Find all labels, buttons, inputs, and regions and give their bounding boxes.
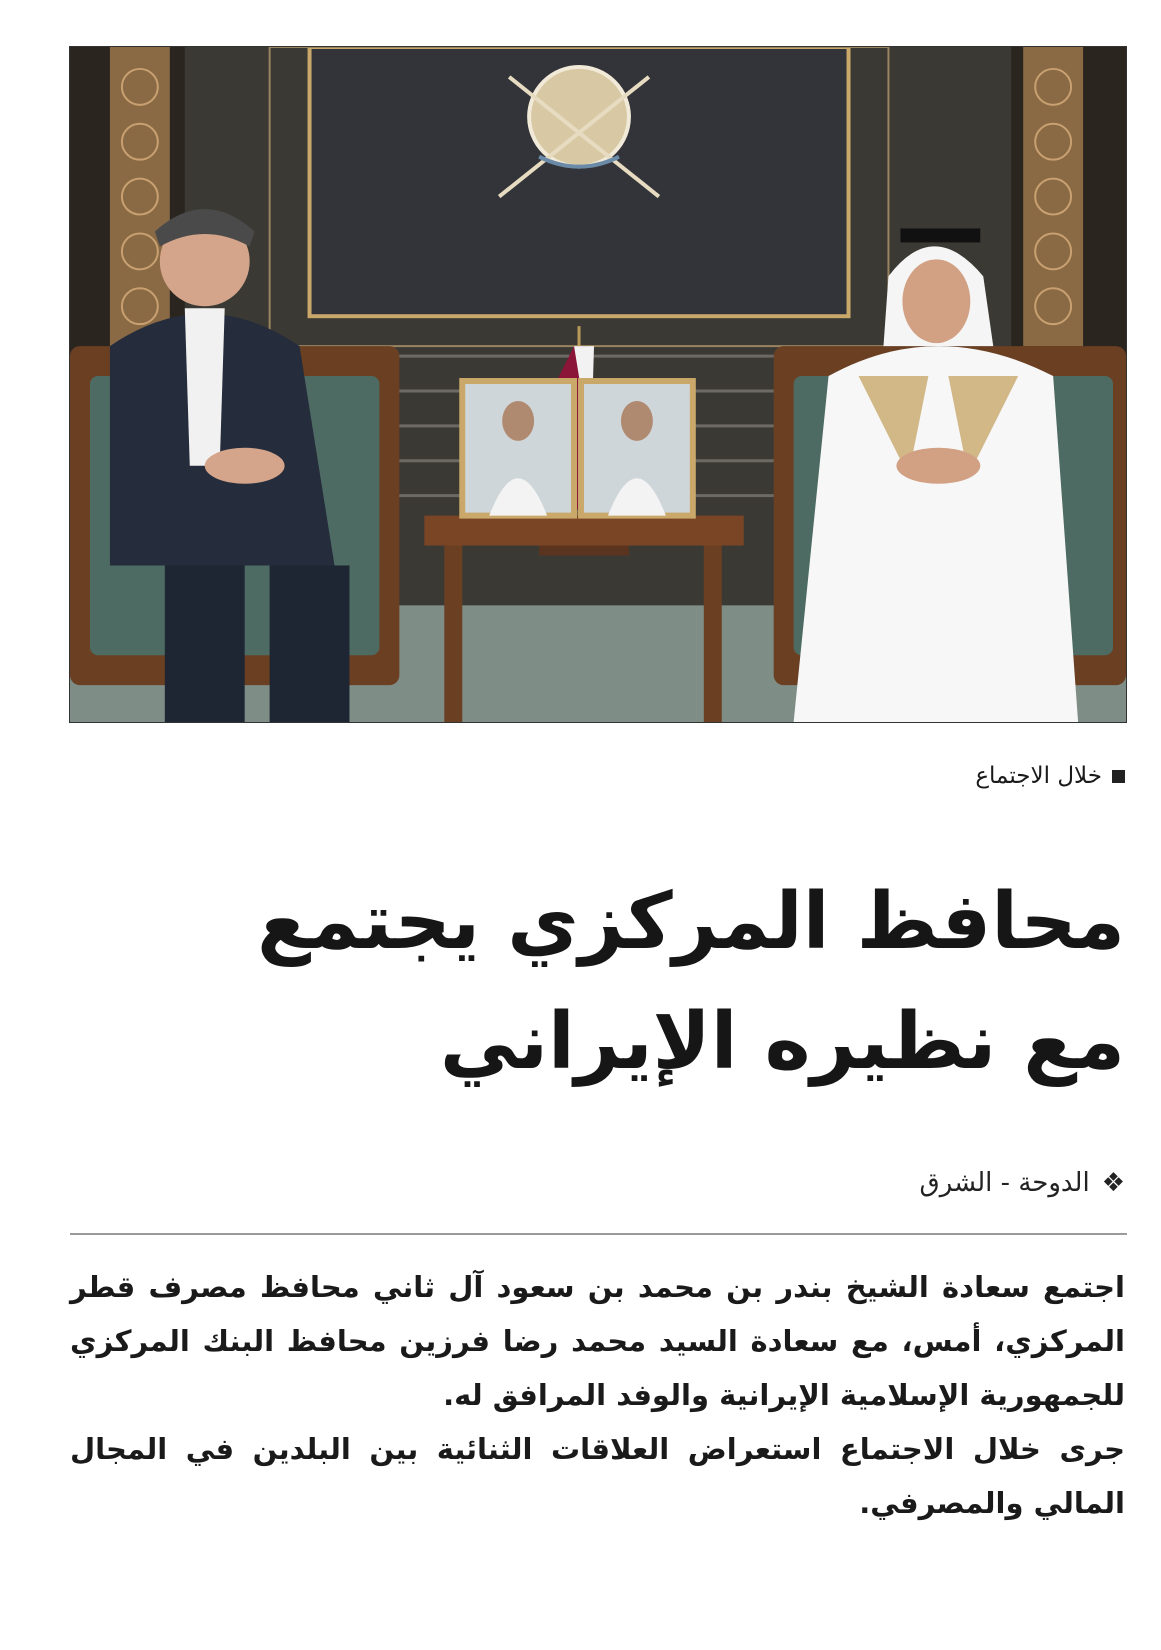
headline-line-2: مع نظيره الإيراني: [439, 997, 1125, 1087]
article-photo: [69, 46, 1127, 723]
dateline-text: الدوحة - الشرق: [919, 1168, 1090, 1198]
body-paragraph-1: اجتمع سعادة الشيخ بندر بن محمد بن سعود آل ثاني محافظ مصرف قطر المركزي، أمس، مع سعادة السيد محمد رضا فرزين محافظ البنك المركزي للجمهورية الإسلامية الإيرانية والوفد المرافق له.: [70, 1270, 1125, 1412]
article-body: [70, 1260, 1125, 1530]
headline-line-1: محافظ المركزي يجتمع: [257, 877, 1125, 967]
photo-caption: [975, 763, 1125, 789]
dateline: [920, 1168, 1125, 1198]
photo-caption-text: خلال الاجتماع: [975, 763, 1102, 789]
divider: [70, 1233, 1127, 1235]
meeting-photo-illustration: [70, 47, 1126, 722]
diamond-bullet-icon: ❖: [1101, 1168, 1125, 1198]
body-paragraph-2: جرى خلال الاجتماع استعراض العلاقات الثنائية بين البلدين في المجال المالي والمصرفي.: [70, 1432, 1125, 1520]
headline: [125, 862, 1125, 1102]
square-bullet-icon: [1112, 770, 1125, 783]
